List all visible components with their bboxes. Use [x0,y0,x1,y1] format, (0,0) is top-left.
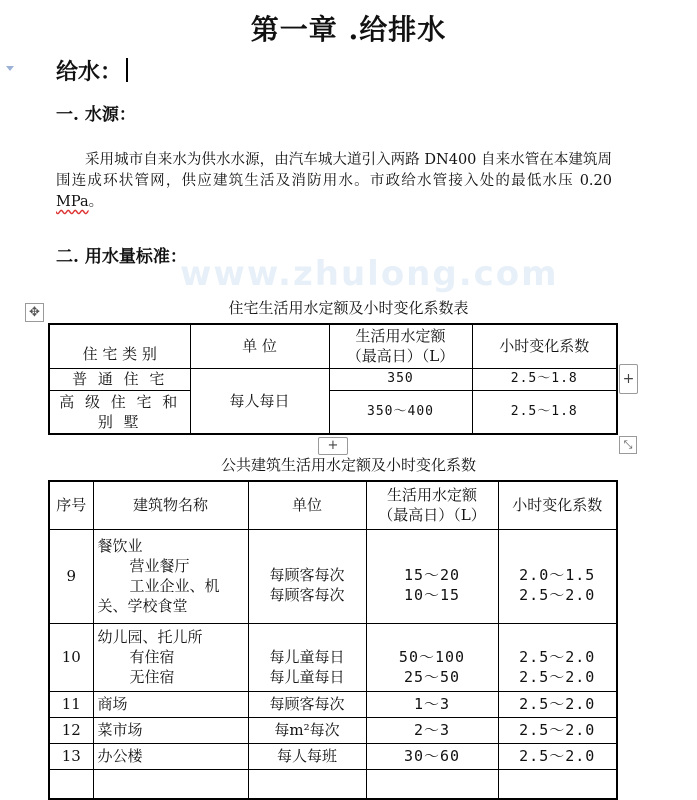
table2-cell-no: 9 [49,529,93,623]
table2-cell-coef: 2.5～2.0 [498,717,617,743]
table1-cell-coef: 2.5～1.8 [472,368,617,390]
table1-cell-quota: 350～400 [329,390,472,434]
table2-cell-empty [49,769,93,799]
heading-water-quota: 二. 用水量标准： [56,247,187,267]
residential-water-table [48,323,618,435]
table1-header-quota: 生活用水定额 （最高日）（L） [329,324,472,368]
table2-cell-name: 办公楼 [93,743,248,769]
add-column-button[interactable]: + [619,364,638,394]
table1-cell-unit: 每人每日 [190,368,329,434]
table2-name-line: 餐饮业 [97,537,143,555]
paragraph-end: 。 [88,194,104,210]
table2-name-line: 营业餐厅 [129,557,190,575]
table2-cell-unit: 每人每班 [248,743,366,769]
table2-cell-empty [93,769,248,799]
table2-cell-name: 商场 [93,691,248,717]
table1-header-category: 住 宅 类 别 [49,324,190,368]
table2-cell-unit: 每m²每次 [248,717,366,743]
table2-header-no: 序号 [49,481,93,529]
table1-header-coef: 小时变化系数 [472,324,617,368]
table2-unit-line: 每儿童每日 [269,648,345,666]
table2-cell-empty [498,769,617,799]
table2-cell-no: 12 [49,717,93,743]
table2-name-line: 工业企业、机关、学校食堂 [97,577,220,615]
table2-quota-line: 10～15 [403,586,461,604]
table1-caption: 住宅生活用水定额及小时变化系数表 [228,299,469,317]
table2-header-quota: 生活用水定额 （最高日）（L） [366,481,498,529]
table2-name-line: 无住宿 [129,668,175,686]
table2-quota-line: 50～100 [398,648,466,666]
table2-cell-unit: 每顾客每次 [248,691,366,717]
section-heading-water-supply: 给水： [56,59,123,85]
table2-coef-line: 2.5～2.0 [519,586,596,604]
table2-cell-quota: 1～3 [366,691,498,717]
move-icon[interactable]: ✥ [25,303,44,322]
table1-cell-quota: 350 [329,368,472,390]
chapter-title: 第一章 .给排水 [250,13,447,46]
table2-unit-line: 每儿童每日 [269,668,345,686]
table2-cell-no: 11 [49,691,93,717]
table2-unit-line: 每顾客每次 [269,566,345,584]
table2-cell-empty [366,769,498,799]
table1-header-unit: 单 位 [190,324,329,368]
spellcheck-flagged-word[interactable]: MPa [56,194,89,210]
table2-cell-name: 菜市场 [93,717,248,743]
table2-header-unit: 单位 [248,481,366,529]
table2-name-line: 有住宿 [129,648,175,666]
table1-cell-category: 高 级 住 宅 和 别 墅 [49,390,190,434]
table2-quota-line: 15～20 [403,566,461,584]
table2-header-coef: 小时变化系数 [498,481,617,529]
table2-name-line: 幼儿园、托儿所 [97,628,203,646]
heading-water-source: 一. 水源： [56,105,136,125]
table2-header-name: 建筑物名称 [93,481,248,529]
body-paragraph[interactable] [56,150,612,213]
table2-cell-coef: 2.5～2.0 [498,743,617,769]
table2-cell-empty [248,769,366,799]
table1-cell-category: 普 通 住 宅 [49,368,190,390]
public-building-water-table [48,480,618,800]
table2-coef-line: 2.0～1.5 [519,566,596,584]
text-cursor [126,58,128,82]
table2-cell-quota: 2～3 [366,717,498,743]
table2-cell-quota: 30～60 [366,743,498,769]
table1-cell-coef: 2.5～1.8 [472,390,617,434]
table2-caption: 公共建筑生活用水定额及小时变化系数 [220,456,476,474]
table2-cell-no: 13 [49,743,93,769]
table2-cell-no: 10 [49,623,93,691]
table2-cell-coef: 2.5～2.0 [498,691,617,717]
table2-coef-line: 2.5～2.0 [519,648,596,666]
paragraph-text: 采用城市自来水为供水水源，由汽车城大道引入两路 DN400 自来水管在本建筑周围连成环状管网，供应建筑生活及消防用水。市政给水管接入处的最低水压 0.20 [56,152,612,189]
table2-quota-line: 25～50 [403,668,461,686]
resize-icon[interactable]: ⤡ [619,436,637,454]
table2-coef-line: 2.5～2.0 [519,668,596,686]
margin-marker-icon [6,66,14,71]
add-row-button[interactable]: + [318,437,348,455]
watermark: www.zhulong.com [180,254,559,294]
table2-unit-line: 每顾客每次 [269,586,345,604]
